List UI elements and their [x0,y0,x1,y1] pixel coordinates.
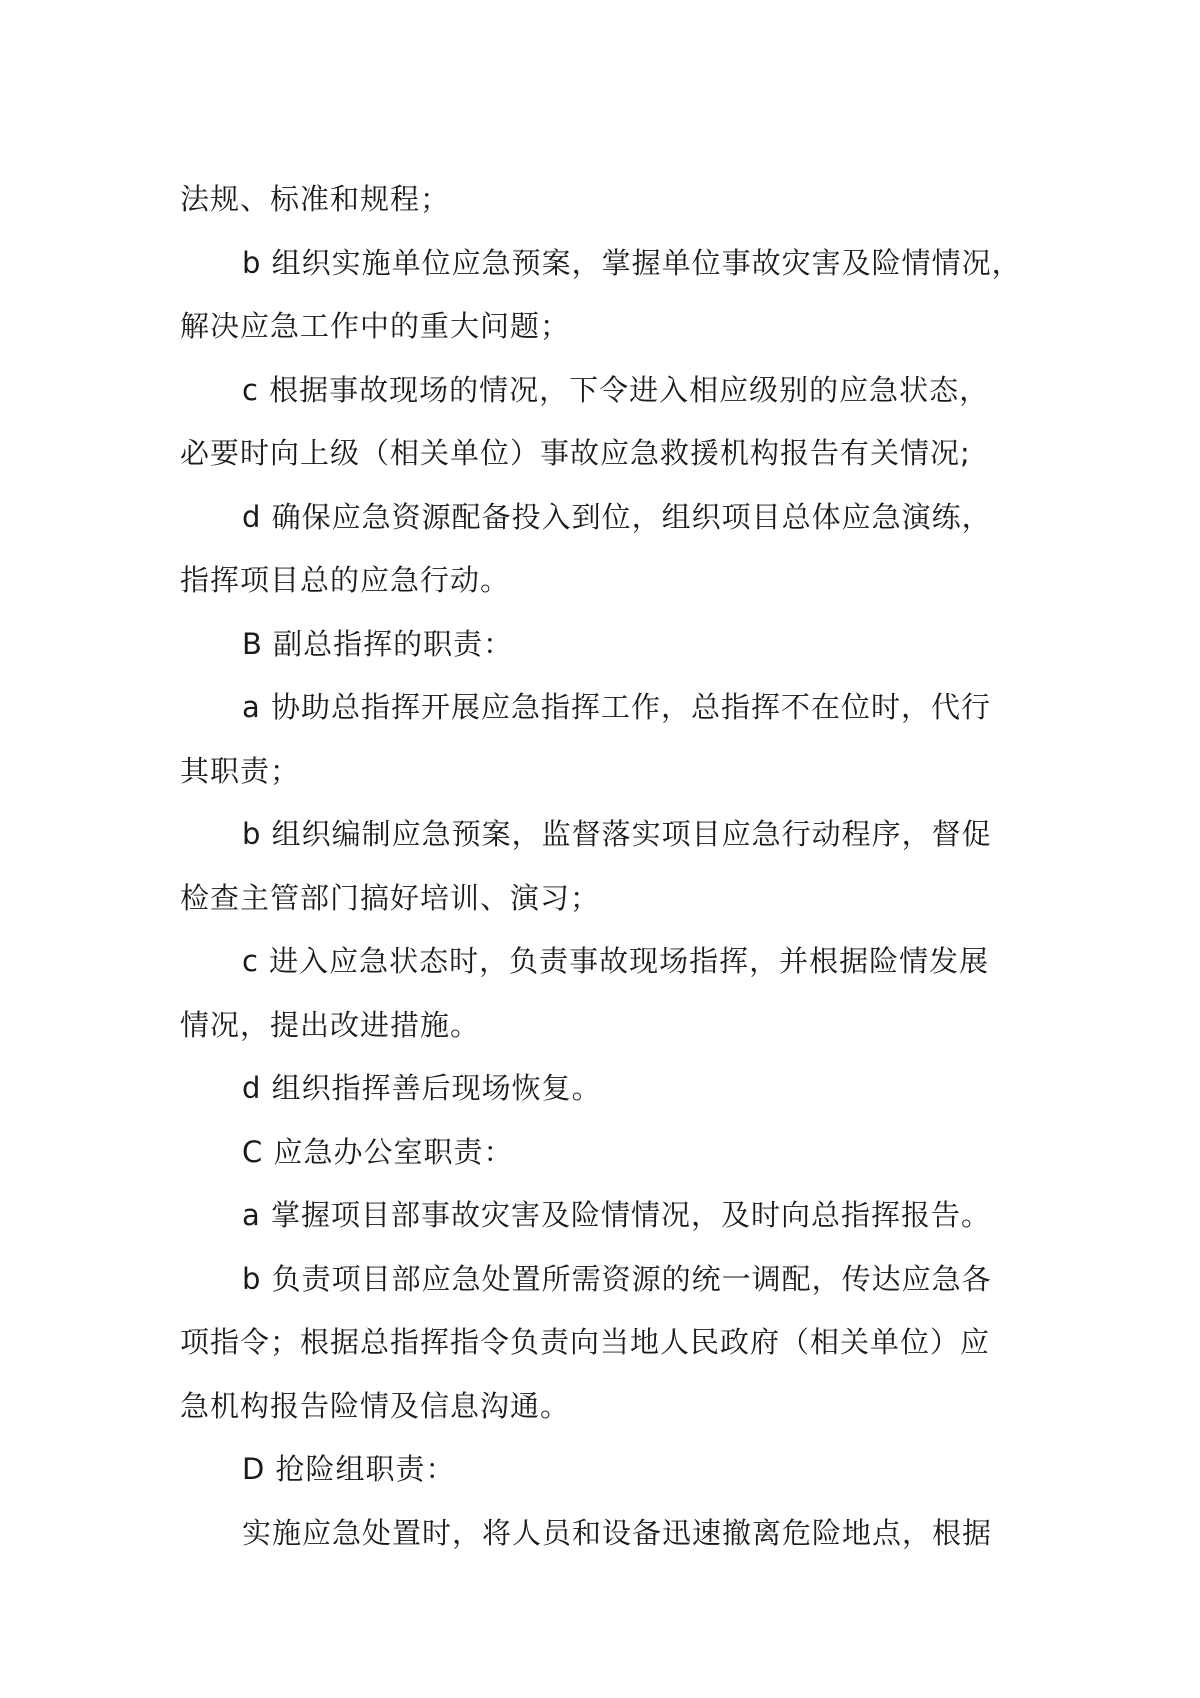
section-heading-d: D 抢险组职责： [242,1452,456,1486]
text-line: d 组织指挥善后现场恢复。 [242,1071,602,1105]
text-line: 指挥项目总的应急行动。 [180,563,511,597]
section-heading-c: C 应急办公室职责： [242,1134,514,1169]
text-line: 检查主管部门搞好培训、演习； [180,880,601,915]
text-line: b 负责项目部应急处置所需资源的统一调配，传达应急各 [242,1261,992,1296]
text-line: 项指令；根据总指挥指令负责向当地人民政府（相关单位）应 [180,1325,991,1359]
text-line: 解决应急工作中的重大问题； [180,309,571,343]
text-line: b 组织实施单位应急预案，掌握单位事故灾害及险情情况， [242,245,1022,280]
text-line: c 进入应急状态时，负责事故现场指挥，并根据险情发展 [242,944,990,978]
text-line: 其职责； [180,753,301,788]
text-line: b 组织编制应急预案，监督落实项目应急行动程序，督促 [242,817,992,851]
text-line: a 协助总指挥开展应急指挥工作，总指挥不在位时，代行 [242,690,991,724]
body-text [180,168,1040,1565]
text-line: c 根据事故现场的情况，下令进入相应级别的应急状态， [242,372,990,407]
text-line: a 掌握项目部事故灾害及险情情况，及时向总指挥报告。 [242,1198,991,1232]
text-line: 实施应急处置时，将人员和设备迅速撤离危险地点，根据 [242,1515,993,1550]
section-heading-b: B 副总指挥的职责： [242,626,514,661]
text-line: 必要时向上级（相关单位）事故应急救援机构报告有关情况; [180,436,971,470]
text-line: 情况，提出改进措施。 [180,1007,481,1042]
text-line: 法规、标准和规程； [180,182,451,216]
text-line: d 确保应急资源配备投入到位，组织项目总体应急演练， [242,499,992,534]
text-line: 急机构报告险情及信息沟通。 [180,1388,571,1423]
